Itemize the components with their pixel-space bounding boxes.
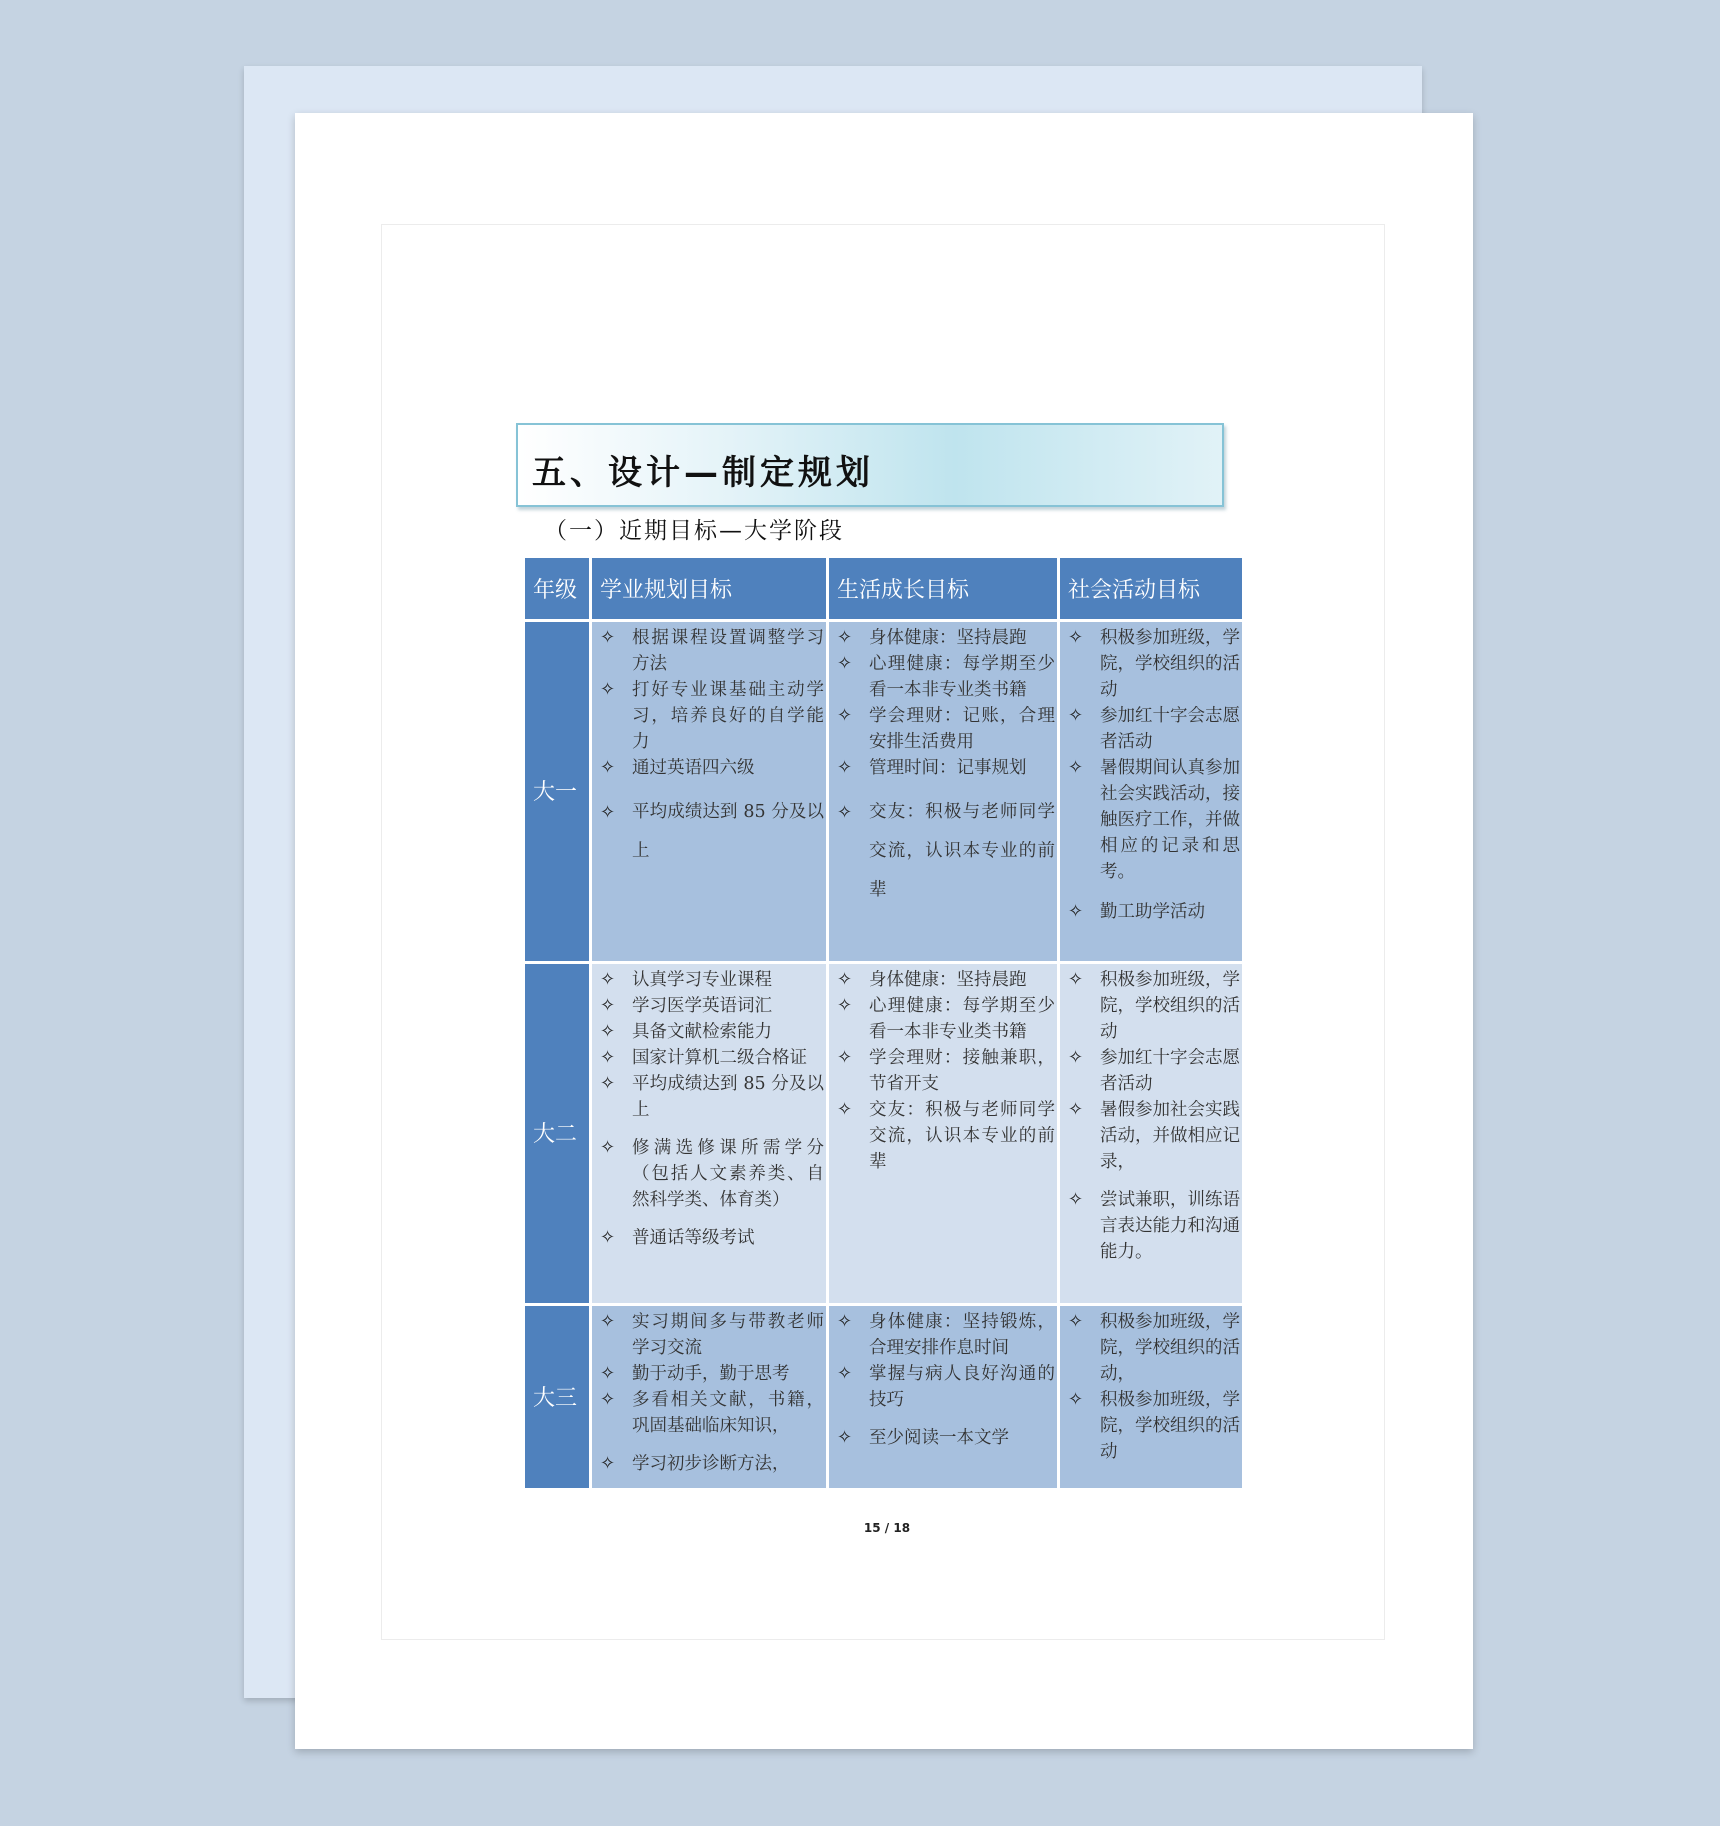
goal-item: ✧ 勤于动手，勤于思考	[596, 1361, 824, 1387]
year-cell: 大三	[525, 1306, 589, 1488]
goal-item: ✧ 学习医学英语词汇	[596, 993, 824, 1019]
goal-item: ✧ 身体健康：坚持晨跑	[833, 967, 1055, 993]
diamond-bullet-icon: ✧	[600, 1311, 616, 1332]
diamond-bullet-icon: ✧	[1068, 1311, 1084, 1332]
diamond-bullet-icon: ✧	[600, 802, 616, 823]
diamond-bullet-icon: ✧	[837, 1427, 853, 1448]
diamond-bullet-icon: ✧	[600, 1047, 616, 1068]
goal-item: ✧ 学会理财：记账，合理安排生活费用	[837, 705, 1055, 752]
goal-item: ✧ 管理时间：记事规划	[833, 755, 1055, 781]
goal-item: ✧ 交友：积极与老师同学交流，认识本专业的前辈	[837, 1099, 1055, 1172]
diamond-bullet-icon: ✧	[600, 995, 616, 1016]
diamond-bullet-icon: ✧	[837, 1099, 853, 1120]
life-goals-cell	[829, 964, 1057, 1303]
diamond-bullet-icon: ✧	[600, 1021, 616, 1042]
goal-item: ✧ 积极参加班级，学院，学校组织的活动	[1068, 969, 1240, 1042]
goal-item: ✧ 积极参加班级，学院，学校组织的活动	[1068, 627, 1240, 700]
goal-item: ✧ 至少阅读一本文学	[833, 1425, 1055, 1451]
academic-goals-cell	[592, 622, 826, 961]
table-header-row	[525, 558, 1242, 619]
diamond-bullet-icon: ✧	[1068, 1389, 1084, 1410]
diamond-bullet-icon: ✧	[1068, 1047, 1084, 1068]
diamond-bullet-icon: ✧	[600, 1389, 616, 1410]
goal-item: ✧ 打好专业课基础主动学习，培养良好的自学能力	[600, 679, 824, 752]
diamond-bullet-icon: ✧	[837, 653, 853, 674]
life-goals-cell	[829, 622, 1057, 961]
goal-item: ✧ 通过英语四六级	[596, 755, 824, 781]
diamond-bullet-icon: ✧	[600, 1363, 616, 1384]
goal-item: ✧ 学习初步诊断方法，	[596, 1451, 824, 1477]
goal-item: ✧ 积极参加班级，学院，学校组织的活动，	[1068, 1311, 1240, 1384]
diamond-bullet-icon: ✧	[600, 627, 616, 648]
goal-item: ✧ 实习期间多与带教老师学习交流	[600, 1311, 824, 1358]
goal-item: ✧ 掌握与病人良好沟通的技巧	[837, 1363, 1055, 1410]
diamond-bullet-icon: ✧	[600, 757, 616, 778]
diamond-bullet-icon: ✧	[837, 995, 853, 1016]
table-row-year-1	[525, 622, 1242, 961]
goal-item: ✧ 参加红十字会志愿者活动	[1068, 1047, 1240, 1094]
goal-item: ✧ 具备文献检索能力	[596, 1019, 824, 1045]
goal-item: ✧ 身体健康：坚持晨跑	[833, 625, 1055, 651]
goal-item: ✧ 参加红十字会志愿者活动	[1068, 705, 1240, 752]
diamond-bullet-icon: ✧	[1068, 969, 1084, 990]
diamond-bullet-icon: ✧	[1068, 901, 1084, 922]
social-goals-cell	[1060, 622, 1242, 961]
diamond-bullet-icon: ✧	[837, 627, 853, 648]
diamond-bullet-icon: ✧	[600, 1137, 616, 1158]
goal-item: ✧ 根据课程设置调整学习方法	[600, 627, 824, 674]
goal-item: ✧ 尝试兼职，训练语言表达能力和沟通能力。	[1068, 1189, 1240, 1262]
diamond-bullet-icon: ✧	[600, 679, 616, 700]
page-number: 15 / 18	[863, 1521, 911, 1535]
goal-item: ✧ 多看相关文献，书籍，巩固基础临床知识，	[600, 1389, 824, 1436]
page-title: 五、设计—制定规划	[532, 453, 874, 493]
header-academic: 学业规划目标	[592, 558, 826, 619]
header-social: 社会活动目标	[1060, 558, 1242, 619]
diamond-bullet-icon: ✧	[837, 802, 853, 823]
diamond-bullet-icon: ✧	[600, 1453, 616, 1474]
goal-item: ✧ 交友：积极与老师同学交流，认识本专业的前辈	[833, 793, 1055, 910]
diamond-bullet-icon: ✧	[1068, 1189, 1084, 1210]
diamond-bullet-icon: ✧	[1068, 705, 1084, 726]
goal-item: ✧ 平均成绩达到 85 分及以上	[596, 793, 824, 871]
academic-goals-cell	[592, 1306, 826, 1488]
goal-item: ✧ 暑假参加社会实践活动，并做相应记录，	[1068, 1099, 1240, 1172]
goal-item: ✧ 认真学习专业课程	[596, 967, 824, 993]
table-row-year-3	[525, 1306, 1242, 1488]
goal-item: ✧ 身体健康：坚持锻炼，合理安排作息时间	[837, 1311, 1055, 1358]
academic-goals-cell	[592, 964, 826, 1303]
goal-item: ✧ 国家计算机二级合格证	[596, 1045, 824, 1071]
goal-item: ✧ 勤工助学活动	[1064, 899, 1240, 925]
goals-table	[522, 555, 1245, 1491]
diamond-bullet-icon: ✧	[837, 1363, 853, 1384]
diamond-bullet-icon: ✧	[600, 1073, 616, 1094]
goal-item: ✧ 普通话等级考试	[596, 1225, 824, 1251]
goal-item: ✧ 学会理财：接触兼职，节省开支	[837, 1047, 1055, 1094]
section-subtitle: （一）近期目标—大学阶段	[544, 518, 844, 544]
table-row-year-2	[525, 964, 1242, 1303]
diamond-bullet-icon: ✧	[1068, 757, 1084, 778]
header-life: 生活成长目标	[829, 558, 1057, 619]
diamond-bullet-icon: ✧	[837, 705, 853, 726]
diamond-bullet-icon: ✧	[1068, 627, 1084, 648]
life-goals-cell	[829, 1306, 1057, 1488]
social-goals-cell	[1060, 1306, 1242, 1488]
social-goals-cell	[1060, 964, 1242, 1303]
goal-item: ✧ 修满选修课所需学分（包括人文素养类、自然科学类、体育类）	[600, 1137, 824, 1210]
diamond-bullet-icon: ✧	[837, 1311, 853, 1332]
goal-item: ✧ 积极参加班级，学院，学校组织的活动	[1068, 1389, 1240, 1462]
year-cell: 大二	[525, 964, 589, 1303]
diamond-bullet-icon: ✧	[837, 969, 853, 990]
goal-item: ✧ 心理健康：每学期至少看一本非专业类书籍	[837, 995, 1055, 1042]
diamond-bullet-icon: ✧	[837, 757, 853, 778]
diamond-bullet-icon: ✧	[600, 1227, 616, 1248]
year-cell: 大一	[525, 622, 589, 961]
goal-item: ✧ 心理健康：每学期至少看一本非专业类书籍	[837, 653, 1055, 700]
diamond-bullet-icon: ✧	[600, 969, 616, 990]
diamond-bullet-icon: ✧	[837, 1047, 853, 1068]
goal-item: ✧ 平均成绩达到 85 分及以上	[600, 1073, 824, 1120]
goal-item: ✧ 暑假期间认真参加社会实践活动，接触医疗工作，并做相应的记录和思考。	[1068, 757, 1240, 882]
diamond-bullet-icon: ✧	[1068, 1099, 1084, 1120]
header-grade: 年级	[525, 558, 589, 619]
